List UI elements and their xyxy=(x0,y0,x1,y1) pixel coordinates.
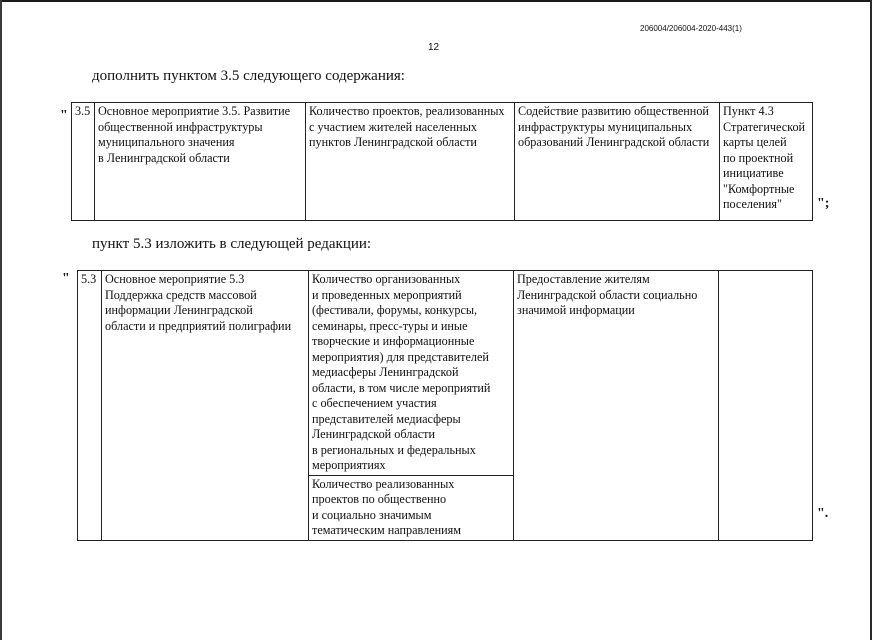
opening-quote-1: " xyxy=(60,108,68,123)
scan-top-edge xyxy=(0,0,872,2)
goal-cell xyxy=(514,271,719,541)
text-line: Количество реализованных xyxy=(312,476,455,491)
goal-cell xyxy=(515,103,720,221)
text-line: медиасферы Ленинградской xyxy=(312,365,459,379)
closing-quote-2: ". xyxy=(817,506,829,521)
text-line: и социально значимым xyxy=(312,507,432,522)
scan-left-edge xyxy=(0,0,2,640)
measure-cell xyxy=(102,271,309,541)
text-line: семинары, пресс-туры и иные xyxy=(312,318,468,333)
text-line: образований Ленинградской области xyxy=(518,135,710,149)
text-line: творческие и информационные xyxy=(312,334,475,348)
text-line: Поддержка средств массовой xyxy=(105,287,257,302)
text-line: (фестивали, форумы, конкурсы, xyxy=(312,303,478,317)
text-line: в региональных и федеральных xyxy=(312,442,476,457)
text-line: в Ленинградской области xyxy=(98,150,230,165)
text-line: муниципального значения xyxy=(98,135,235,149)
page-number: 12 xyxy=(428,42,440,53)
text-line: инфраструктуры муниципальных xyxy=(518,119,693,134)
text-line: информации Ленинградской xyxy=(105,303,253,317)
text-line: Содействие развитию общественной xyxy=(518,104,709,118)
text-line: Пункт 4.3 xyxy=(723,104,774,118)
text-line: области и предприятий полиграфии xyxy=(105,318,292,333)
closing-quote-1: "; xyxy=(817,196,830,211)
table-item-5-3 xyxy=(77,270,813,541)
reference-cell xyxy=(720,103,813,221)
paragraph-edit-5-3: пункт 5.3 изложить в следующей редакции: xyxy=(92,236,372,252)
text-line: Количество организованных xyxy=(312,272,461,286)
indicator-cell-1 xyxy=(309,271,514,476)
text-line: инициативе xyxy=(723,166,784,180)
text-line: значимой информации xyxy=(517,303,635,317)
text-line: по проектной xyxy=(723,150,794,165)
text-line: карты целей xyxy=(723,135,787,149)
document-id: 206004/206004-2020-443(1) xyxy=(640,24,742,33)
text-line: Ленинградской области социально xyxy=(517,287,698,302)
text-line: тематическим направлениям xyxy=(312,523,462,537)
text-line: мероприятия) для представителей xyxy=(312,349,489,364)
paragraph-add-3-5: дополнить пунктом 3.5 следующего содержания: xyxy=(92,68,405,84)
text-line: с участием жителей населенных xyxy=(309,119,477,134)
measure-cell xyxy=(95,103,306,221)
text-line: с обеспечением участия xyxy=(312,396,437,410)
text-line: Основное мероприятие 3.5. Развитие xyxy=(98,104,291,118)
text-line: поселения" xyxy=(723,197,783,211)
text-line: представителей медиасферы xyxy=(312,411,461,426)
text-line: области, в том числе мероприятий xyxy=(312,380,491,395)
text-line: мероприятиях xyxy=(312,458,386,472)
text-line: общественной инфраструктуры xyxy=(98,119,263,134)
opening-quote-2: " xyxy=(62,271,70,286)
text-line: "Комфортные xyxy=(723,181,795,196)
text-line: проектов по общественно xyxy=(312,492,447,506)
indicator-cell-2 xyxy=(309,475,514,540)
text-line: Стратегической xyxy=(723,119,806,134)
text-line: Ленинградской области xyxy=(312,427,435,441)
text-line: пунктов Ленинградской области xyxy=(309,135,477,149)
text-line: Предоставление жителям xyxy=(517,272,650,286)
item-number: 5.3 xyxy=(78,271,102,541)
reference-cell-empty xyxy=(719,271,813,541)
text-line: Основное мероприятие 5.3 xyxy=(105,272,245,286)
indicator-cell xyxy=(306,103,515,221)
item-number: 3.5 xyxy=(72,103,95,221)
text-line: и проведенных мероприятий xyxy=(312,287,462,302)
text-line: Количество проектов, реализованных xyxy=(309,104,505,118)
table-item-3-5 xyxy=(71,102,813,221)
